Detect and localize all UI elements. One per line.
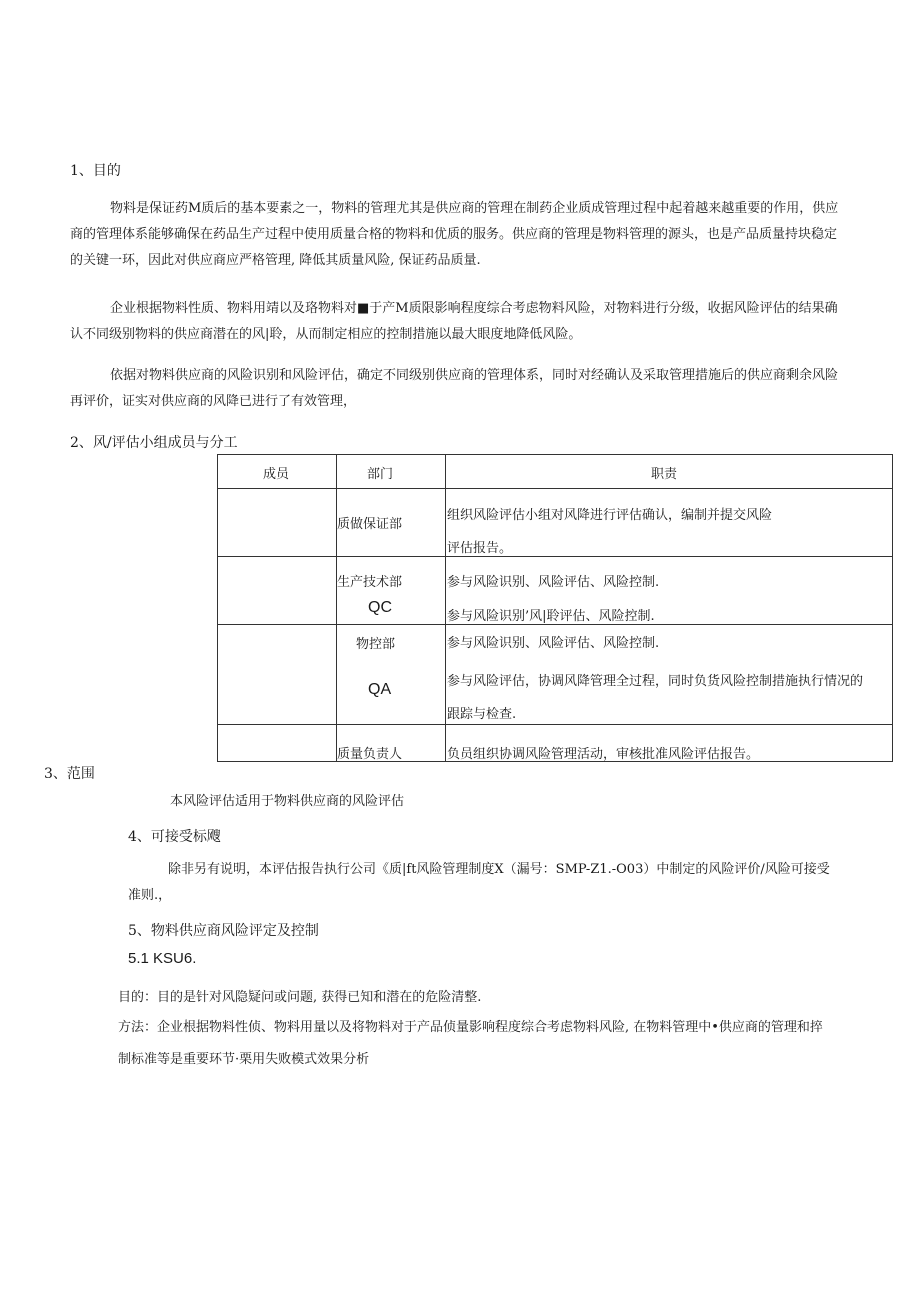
section1-para1	[70, 196, 900, 274]
section1-heading: 1、目的	[70, 163, 121, 179]
para1-line3: 的关键一环，因此对供应商应严格管理, 降低其质量风险, 保证药品质量.	[70, 253, 481, 268]
section2-heading: 2、风/评估小组成员与分工	[70, 435, 238, 451]
row2-duty1: 参与风险识别、风险评估、风险控制.	[447, 575, 660, 590]
para3-line1: 依据对物料供应商的风险识别和风险评估，确定不同级别供应商的管理体系，同时对经确认及采取管理措施后的供应商剩余风险	[110, 368, 839, 383]
row4-duty1: 负员组织协调风险管理活动，审核批准风险评估报告。	[447, 747, 760, 762]
row2-member: QC	[368, 599, 392, 616]
row3-duty2: 参与风险评估，协调风降管理全过程，同时负货风险控制措施执行情况的	[447, 674, 864, 689]
row3-member: QA	[368, 681, 392, 698]
para2-line1: 企业根据物料性质、物料用靖以及珞物料对■于产M质限影响程度综合考虑物料风险，对物料进行分级，收据风险评估的结果确	[110, 301, 838, 316]
header-dept: 部门	[367, 467, 394, 482]
section3-heading: 3、范围	[44, 766, 95, 782]
section5-method	[118, 1015, 823, 1073]
row3-dept: 物控部	[356, 637, 396, 652]
row1-dept: 质做保证部	[337, 517, 403, 532]
team-table	[217, 454, 893, 762]
row3-duty1: 参与风险识别、风险评估、风险控制.	[447, 636, 660, 651]
section3-text: 本风险评估适用于物料供应商的风险评估	[170, 794, 405, 809]
section1-para3	[70, 363, 900, 415]
section5-heading: 5、物料供应商风险评定及控制	[128, 923, 319, 939]
section5-subheading: 5.1 KSU6.	[128, 950, 197, 967]
para1-line2: 商的管理体系能够确保在药品生产过程中使用质量合格的物料和优质的服务。供应商的管理是物料管理的源头，也是产品质量持块稳定	[70, 227, 838, 242]
section4-text	[128, 857, 830, 909]
para2-line2: 认不同级别物料的供应商潜在的风|聆，从而制定相应的控制措施以最大眼度地降低风险。	[70, 327, 582, 342]
section4-line2: 准则.，	[128, 888, 172, 903]
row1-duty2: 评估报告。	[447, 541, 513, 556]
method-line2: 制标准等是重要环节·栗用失败模式效果分析	[118, 1052, 370, 1067]
row3-duty3: 跟踪与检查.	[447, 707, 517, 722]
row4-dept: 质量负责人	[337, 747, 403, 762]
row2-dept: 生产技术部	[337, 575, 403, 590]
header-member: 成员	[263, 467, 290, 482]
row1-duty1: 组织风险评估小组对风降进行评估确认，编制并提交风险	[447, 508, 773, 523]
section5-purpose: 目的：目的是针对风隐疑问或问题, 获得已知和潜在的危险清整.	[118, 990, 482, 1005]
row2-duty2: 参与风险识别’风|聆评估、风险控制.	[447, 609, 655, 624]
method-line1: 方法：企业根据物料性侦、物料用量以及将物料对于产品侦量影响程度综合考虑物料风险, 在物料管理中•供应商的管理和捽	[118, 1020, 823, 1035]
para3-line2: 再评价，证实对供应商的风降已进行了有效管理，	[70, 394, 357, 409]
header-duties: 职责	[651, 467, 678, 482]
section1-para2	[70, 296, 900, 348]
section4-heading: 4、可接受标飕	[128, 829, 221, 845]
section4-line1: 除非另有说明，本评估报告执行公司《质|ft风险管理制度X（漏号：SMP-Z1.-O03）中制定的风险评价/风险可接受	[168, 862, 830, 877]
para1-line1: 物料是保证药M质后的基本要素之一，物料的管理尤其是供应商的管理在制药企业质成管理过程中起着越来越重要的作用，供应	[110, 201, 839, 216]
